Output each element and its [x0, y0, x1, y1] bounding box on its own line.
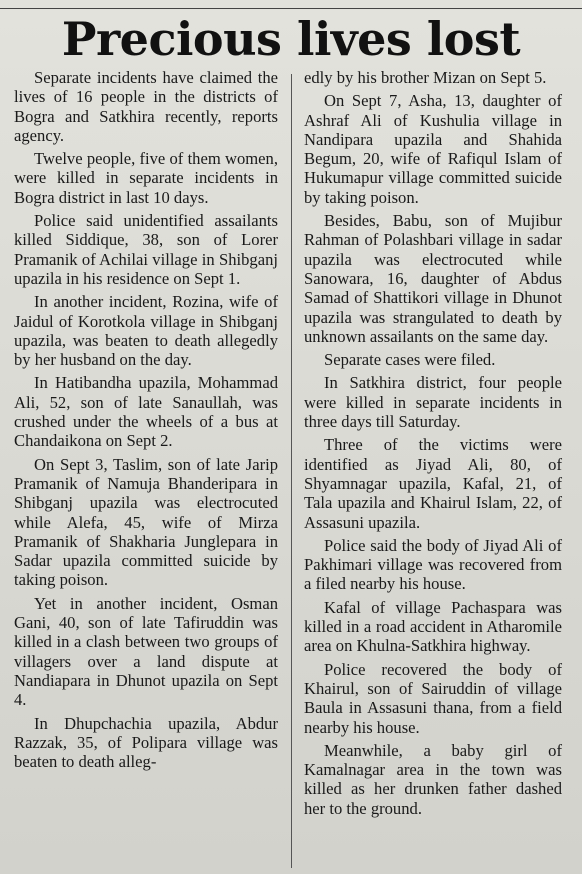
- paragraph: Meanwhile, a baby girl of Kamalnagar area in the town was killed as her drunken father dashed her to the ground.: [304, 740, 562, 818]
- paragraph-continuation: edly by his brother Mizan on Sept 5.: [304, 68, 547, 87]
- paragraph: Separate incidents have claimed the lives of 16 people in the districts of Bogra and Satkhira recently, reports agency.: [14, 68, 278, 145]
- paragraph: In another incident, Rozina, wife of Jaidul of Korotkola village in Shibganj upazila, was beaten to death allegedly by her husband on the day.: [14, 292, 278, 370]
- paragraph: Twelve people, five of them women, were killed in separate incidents in Bogra district in last 10 days.: [14, 149, 278, 207]
- column-divider: [291, 74, 292, 868]
- paragraph: In Satkhira district, four people were killed in separate incidents in three days till Saturday.: [304, 373, 562, 432]
- paragraph: Yet in another incident, Osman Gani, 40, son of late Tafiruddin was killed in a clash between two groups of villagers over a land dispute at Nandiapara in Dhunot upazila on Sept 4.: [14, 593, 278, 710]
- paragraph: Police said unidentified assailants killed Siddique, 38, son of Lorer Pramanik of Achilai village in Shibganj upazila in his residence on Sept 1.: [14, 211, 278, 288]
- paragraph: Police said the body of Jiyad Ali of Pakhimari village was recovered from a filed nearby his house.: [304, 535, 562, 594]
- paragraph: On Sept 3, Taslim, son of late Jarip Pramanik of Namuja Bhanderipara in Shibganj upazila was electrocuted while Alefa, 45, wife of Mirza Pramanik of Shakharia Junglepara in Sadar upazila committed suicide by taking poison.: [14, 454, 278, 590]
- paragraph: Kafal of village Pachaspara was killed in a road accident in Atharomile area on Khulna-Satkhira highway.: [304, 597, 562, 656]
- paragraph: Separate cases were filed.: [324, 350, 496, 370]
- paragraph: In Dhupchachia upazila, Abdur Razzak, 35, of Polipara village was beaten to death alleg-: [14, 713, 278, 772]
- headline: Precious lives lost: [61, 12, 521, 66]
- paragraph: Police recovered the body of Khairul, son of Sairuddin of village Baula in Assasuni thana, from a field nearby his house.: [304, 659, 562, 737]
- paragraph: On Sept 7, Asha, 13, daughter of Ashraf Ali of Kushulia village in Nandipara upazila and Shahida Begum, 20, wife of Rafiqul Islam of Hukumapur village committed suicide by taking poison.: [304, 91, 562, 207]
- right-column: [304, 68, 562, 874]
- paragraph: In Hatibandha upazila, Mohammad Ali, 52, son of late Sanaullah, was crushed under the wheels of a bus at Chandaikona on Sept 2.: [14, 373, 278, 451]
- paragraph: Three of the victims were identified as Jiyad Ali, 80, of Shyamnagar upazila, Kafal, 21, of Tala upazila and Khairul Islam, 22, of Assasuni upazila.: [304, 435, 562, 532]
- left-column: [14, 68, 278, 874]
- paragraph: Besides, Babu, son of Mujibur Rahman of Polashbari village in sadar upazila was electrocuted while Sanowara, 16, daughter of Abdus Samad of Shattikori village in Dhunot upazila was strangulated to death by unknown assailants on the same day.: [304, 211, 562, 346]
